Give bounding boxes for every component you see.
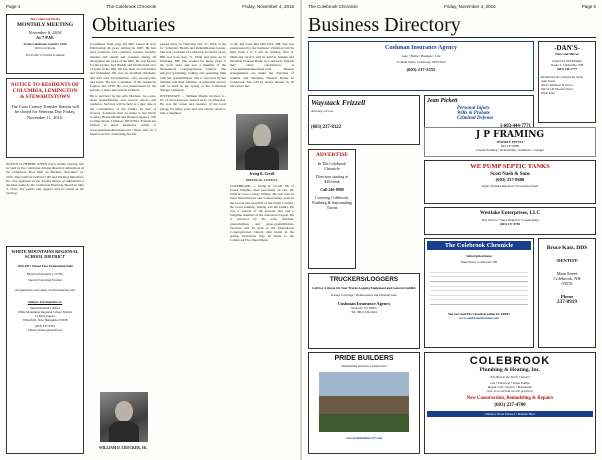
dentist-title: -DENTIST-: [555, 257, 579, 263]
dans-service: Table Tops: [541, 91, 555, 95]
westlake-line: Tree Service • Snow Removal • Landscaping: [481, 218, 539, 222]
chronicle-url: www.colebrookchronicle.com: [459, 316, 499, 320]
dans-name: -DAN'S-: [554, 44, 580, 52]
dans-service: Residential & Commercial Glass: [541, 75, 584, 79]
colebrook-plumbing-ad: [424, 352, 596, 454]
obituary-covell: [230, 178, 294, 453]
septic-name: Scott Nash & Sons: [490, 172, 530, 177]
advertise-line1: In The Colebrook Chronicle: [317, 161, 347, 171]
pride-photo: [319, 372, 409, 432]
obituary-paragraph: He is survived by his wife Marlene, two sons, three grandchildren and several nieces and nephews. Services will be held at a later date at the convenience of the family. In lieu of flowers, donations may be made to the North Country Home Health and Hospice Agency, 536 Cottage Street, Littleton, NH 03561. Friends are invited to share memories online at www.jenkinsandnewman.com. There will be a funeral service celebrating his life.: [90, 93, 156, 136]
pickett-line1: Personal Injury: [457, 106, 490, 111]
notice-body: The Coos County Transfer Station will be closed for Veterans Day Friday, November 11, 2016.: [10, 104, 80, 120]
chronicle-line3: You can read The Chronicle online for FREE!: [447, 312, 511, 316]
obituaries-title: Obituaries: [92, 14, 176, 36]
westlake-phone: (603) 237-4700: [500, 222, 520, 226]
dans-owner: Owned by Dan Hughes: [552, 59, 582, 63]
waystack-sub: Attorneys at Law: [311, 109, 334, 113]
obituary-column-1: [90, 42, 156, 422]
school-email: Email: cbarber@sau36.org: [27, 328, 63, 332]
colebrook-phone: (603) 237-4700: [494, 403, 526, 408]
dentist-addr1: Main Street: [556, 270, 578, 276]
dans-phone: (603) 246-7777: [557, 67, 577, 71]
advertise-head: ADVERTISE: [316, 152, 348, 158]
chronicle-subscription-ad: [424, 238, 534, 348]
jp-name: J P FRAMING: [475, 130, 545, 140]
obituary-name-crocker: WILLIAM D. CROCKER, JR.: [99, 446, 147, 450]
obituary-paragraph: INTERSTATE — William Dustin Crocker, Jr., 67, of Stewartstown, passed away on Thursday. He was the owner and operator of the local garage for many years and was always ready to help a neighbor.: [160, 93, 226, 115]
school-address2: White Mountains Regional School District: [17, 310, 73, 314]
waystack-frizzell-ad: [308, 95, 420, 145]
septic-ad: [424, 160, 596, 204]
pride-name: PRIDE BUILDERS: [334, 355, 394, 362]
dentist-addr3: 03576: [561, 280, 573, 286]
cushman-name: Cushman Insurance Agency: [384, 45, 457, 51]
dans-service: Storm Windows & Doors: [541, 83, 573, 87]
jp-owner: JEFFREY PETTIT: [496, 140, 524, 144]
advertise-line3: Call 246-8998: [320, 187, 344, 192]
septic-head: WE PUMP SEPTIC TANKS: [470, 163, 550, 170]
school-phone: (603) 837-9363: [35, 324, 55, 328]
dentist-addr2: Colebrook, NH: [553, 275, 581, 281]
school-heading: WHITE MOUNTAINS REGIONAL SCHOOL DISTRICT: [11, 249, 79, 259]
dentist-name: Bruce Katz, DDS: [546, 245, 588, 251]
right-page: [302, 0, 602, 460]
colebrook-service: Give us a call and we will get there!: [486, 389, 534, 393]
pickett-line3: Criminal Defense: [457, 116, 494, 121]
dans-service: Mirrors & Shower Doors: [541, 87, 574, 91]
school-position2: Physical Education (.5 FTE): [26, 272, 64, 276]
colebrook-name: COLEBROOK: [469, 355, 551, 367]
westlake-name: Westlake Enterprises, LLC: [479, 210, 541, 216]
chronicle-line1: Subscription Rates: [466, 254, 492, 258]
school-note: All applicants must apply on Schoolspring.com: [14, 288, 76, 292]
pride-builders-ad: [308, 352, 420, 454]
truckers-addr: Newport, VT 05855: [351, 306, 377, 310]
pickett-line2: Wills & Probate: [457, 111, 490, 116]
school-district-ad: [6, 246, 84, 454]
meeting-date: November 8, 2016: [28, 30, 62, 35]
school-address3: 14 King Square: [34, 314, 55, 318]
advertise-ad: [308, 149, 356, 269]
obituary-photo-crocker: [100, 392, 148, 442]
obituary-text-covell: COLEBROOK — Irving R. Covell, 86, of Forest Heights, died peacefully on Oct. 28, 2016 at Coos County Village. He was born in West Stewartstown and worked many years in the woods and sawmills of the North Country. He loved hunting, fishing and his family. He was a veteran of the Korean War and a longtime member of the American Legion. He is survived by his wife, children, grandchildren and great-grandchildren. Services will be held at the Monadnock Congregational Church with burial in the spring. Donations may be made to the Colebrook Fire Department.: [230, 183, 294, 243]
jp-framing-ad: [424, 127, 596, 157]
obituary-column-2: [160, 42, 226, 452]
school-address-head: Address Job Inquiries to:: [27, 300, 63, 304]
right-date: Friday, November 4, 2016: [443, 4, 496, 9]
cushman-insurance-ad: [308, 41, 534, 91]
right-page-number: Page 5: [581, 4, 596, 9]
pride-url: www.pridebuildersVT.com: [345, 436, 383, 440]
title-rule: [92, 37, 294, 38]
meeting-org: The Colebrook Ho-Re: [29, 17, 61, 21]
dans-sub: Glass and Mirror: [555, 52, 579, 56]
meeting-place2: Old Cord Room: [34, 46, 56, 50]
obituary-paragraph: passed away on Thursday, Oct. 27, 2016, at the Ct. Schuylers Health and Rehabilitation Center. She was a resident of Colebrook for many years. Hill was born Aug. 11, 1938, and grew up in Pittsburg, NH. She worked for many years at the local store and was a member of the Monadnock Congregational Church. She enjoyed gardening, baking and spending time with her grandchildren. She is survived by her children and their families. A graveside service will be held in the spring at the Colebrook Village Cemetery.: [160, 42, 226, 93]
westlake-ad: [424, 207, 596, 235]
truckers-agency: Cushman Insurance Agency: [337, 301, 391, 306]
advertise-line2: Directory starting at $20/week: [315, 174, 349, 184]
colebrook-foot: Outdoor Wood Furnace • Radiant Heat: [427, 411, 593, 417]
truckers-phone: Tel: (802) 334-6944: [351, 310, 377, 314]
chronicle-head: The Colebrook Chronicle: [427, 241, 531, 250]
chronicle-form-lines: [430, 268, 528, 308]
transfer-station-notice: [6, 78, 84, 158]
dentist-phone-label: Phone: [560, 293, 574, 299]
waystack-name: Waystack Frizzell: [311, 98, 366, 107]
right-paper-name: The Colebrook Chronicle: [308, 4, 358, 9]
photo-caption-covell: Irving R. Covell: [249, 172, 275, 176]
dans-service: Auto Glass: [541, 79, 556, 83]
pride-line: Remodeling and New Construction: [341, 364, 387, 368]
dentist-phone: 237-8919: [557, 298, 577, 305]
truckers-head: TRUCKERS/LOGGERS: [329, 276, 399, 283]
dans-glass-ad: [538, 41, 596, 123]
left-folio: [6, 4, 294, 12]
meeting-title: MONTHLY MEETING: [16, 22, 74, 28]
left-date: Friday, November 4, 2016: [242, 4, 294, 9]
directory-rule: [308, 37, 596, 38]
meeting-place: At the Colebrook Country Club: [23, 42, 67, 46]
obituary-paragraph: (Continued from page 20) Mill Liason & Iron Fabricating 46 years retiring in 1997. He had lead positions and countless careers, friendly manner and steady and constant energy all throughout the years of the Mill. He was known for his loyalty. Ted, Buddy and friends held a lot of pride in the mill. He has been an avid hunter and fisherman. He was an excellent mechanic and had sold snowmobiles, cars, motorcycles and boats. He was a member of the American Legion and VFW. He was predeceased by his parents, a sister and several brothers.: [90, 42, 156, 93]
school-address1: Superintendent's Office: [30, 306, 60, 310]
right-folio: [308, 4, 596, 12]
left-paper-name: The Colebrook Chronicle: [106, 4, 157, 9]
colebrook-service: Repair Call • Service • Installation: [488, 385, 532, 389]
obituary-photo-covell: [236, 114, 288, 170]
colebrook-tag: "The Best in the North Country": [489, 375, 531, 379]
school-position3: Special Education Teacher: [28, 278, 62, 282]
left-page-number: Page 4: [6, 4, 21, 9]
septic-phone: (603) 237-8600: [495, 177, 525, 182]
truckers-line1: Call For A Quote On Your Trucks Logging Equipment and General Liability: [311, 286, 417, 290]
meeting-time: At 7 P.M.: [35, 35, 55, 40]
obituary-name-covell: IRVING R. COVELL: [246, 178, 278, 182]
cushman-line3: 27 Main Street, Colebrook, NH 03576: [396, 60, 446, 64]
chronicle-line2: Main Street, Colebrook, NH: [460, 260, 498, 264]
advertise-line4: Covering Colebrook, Pittsburg & Surrounding Towns: [312, 195, 352, 210]
pickett-name: Jean Pickett: [427, 98, 458, 104]
cushman-line4: (603) 237-5555: [406, 67, 436, 72]
dans-addr: Route 3, Clarksville, NH: [551, 63, 583, 67]
colebrook-sub: Plumbing & Heating, Inc.: [479, 367, 541, 373]
meeting-note: The Public is Invited to Attend: [25, 53, 65, 57]
colebrook-service: Gas • Electrical • Water Pumps: [490, 381, 530, 385]
waystack-phone: (603) 237-8322: [311, 125, 341, 130]
left-page: [0, 0, 300, 460]
notice-heading: NOTICE TO RESIDENTS OF COLUMBIA, LEMINGTON & STEWARTSTOWN: [10, 82, 80, 100]
obituary-column-3: [230, 42, 294, 112]
truckers-loggers-ad: [308, 273, 420, 349]
truckers-line2: Garage Coverage • Homeowners and Personal Auto: [330, 293, 398, 297]
monthly-meeting-ad: [6, 14, 84, 74]
school-position1: 2016-2017 School Year Professional Staff: [17, 264, 73, 268]
jp-service: Custom Framing • Remodeling • Additions • Garages: [475, 148, 545, 152]
cushman-line2: Auto • Home • Business • Life: [401, 54, 441, 58]
dentist-ad: [538, 238, 596, 348]
septic-service: Septic Systems Repaired • Excavation Work: [481, 184, 539, 188]
colebrook-service: New Construction, Remodeling & Repairs: [466, 396, 554, 401]
business-directory-title: Business Directory: [308, 14, 461, 36]
hearing-notice: NOTICE IS HEREBY GIVEN that a public hearing will be held by the Colebrook Zoning Board of Adjustment at the Colebrook Town Hall on Monday, November 21, 2016. Dog Gallerie LaPrise's RV and Parking Industries, Inc. has appealed to the Zoning Board of Adjustment a decision made by the Colebrook Planning Board on May 4, 2016. The public may appear and be heard at the hearing.: [6, 162, 84, 196]
jp-phone: 603-237-8989: [500, 144, 520, 148]
school-address4: Whitefield, New Hampshire 03598: [22, 318, 68, 322]
obituary-paragraph: to the Ted Gone Rin Mill Fern, NH. She was predeceased by her husband. Visitation will be held from 2 to 4 pm on Sunday, Nov. 6. Memorial service will be held at Jenkins and Newman Funeral Home in Colebrook. Friends may share condolences at www.jenkinsandnewman.com. Funeral arrangements are under the direction of Jenkins and Newman Funeral Home in Colebrook. She will be dearly missed by all who knew her.: [230, 42, 294, 89]
